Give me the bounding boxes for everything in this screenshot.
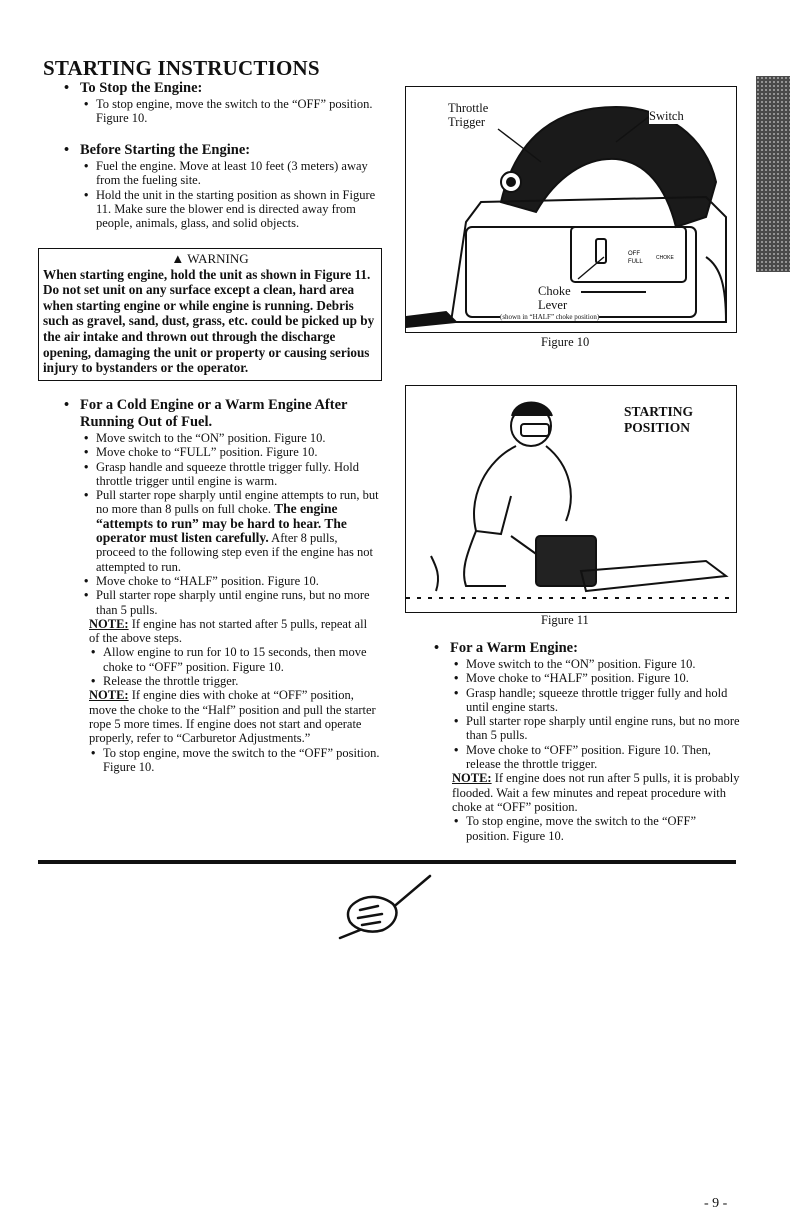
before-starting-heading: • Before Starting the Engine: [64,142,382,159]
list-item: • Hold the unit in the starting position as shown in Figure 11. Make sure the blower end is directed away from people, animals, glass, and solid objects. [82,188,382,231]
warning-title: ▲ WARNING [171,251,249,266]
stop-engine-heading: • To Stop the Engine: [64,80,384,97]
note: NOTE: If engine dies with choke at “OFF” position, move the choke to the “Half” position and pull the starter rope 5 more times. If engine does not start and operate properly, refer to “Carburetor Adjustments.” [89,688,376,746]
list-item: • Grasp handle and squeeze throttle trigger fully. Hold throttle trigger until engine is warm. [82,460,380,489]
warning-box [38,248,382,381]
warm-engine-section [434,640,742,843]
list-item: • Move switch to the “ON” position. Figure 10. [82,431,380,445]
list-item: • Move choke to “HALF” position. Figure 10. [452,671,742,685]
full-label: FULL [628,259,643,265]
list-item: • Pull starter rope sharply until engine runs, but no more than 5 pulls. [452,714,742,743]
cold-engine-section [64,397,380,774]
figure-11-caption: Figure 11 [541,613,589,627]
page-title: STARTING INSTRUCTIONS [43,56,320,80]
warning-text: When starting engine, hold the unit as shown in Figure 11. Do not set unit on any surface except a clean, hard area when starting engine or while engine is running. Debris such as gravel, sand, dust, grass, etc. could be picked up by the air intake and thrown out through the discharge opening, damaging the unit or property or causing serious injury to bystanders or the operator. [43,266,375,376]
emphasis-text: The engine “attempts to run” may be hard to hear. The operator must listen carefully. [96,501,347,546]
list-item: • Move switch to the “ON” position. Figure 10. [452,657,742,671]
stop-engine-section [64,80,384,126]
list-item: • To stop engine, move the switch to the “OFF” position. Figure 10. [82,97,384,126]
figure-10-caption: Figure 10 [541,335,590,349]
list-item: • To stop engine, move the switch to the “OFF” position. Figure 10. [89,746,380,775]
figure-11 [405,385,737,613]
section-tab-marker [756,76,790,272]
hand-writing-icon [338,872,436,944]
warm-engine-heading: • For a Warm Engine: [434,640,742,657]
choke-label: CHOKE [656,255,674,261]
warning-triangle-icon: ▲ [171,251,185,266]
list-item: • Fuel the engine. Move at least 10 feet (3 meters) away from the fueling site. [82,159,382,188]
note: NOTE: If engine does not run after 5 pulls, it is probably flooded. Wait a few minutes and repeat procedure with choke at “OFF” position. [452,771,740,814]
list-item: • Allow engine to run for 10 to 15 seconds, then move choke to “OFF” position. Figure 10. [89,645,380,674]
throttle-trigger-label: Throttle Trigger [448,101,489,129]
page-number: - 9 - [704,1196,728,1211]
before-starting-section [64,142,382,230]
note: NOTE: If engine has not started after 5 pulls, repeat all of the above steps. [89,616,368,646]
divider [38,860,736,864]
list-item: • To stop engine, move the switch to the “OFF” position. Figure 10. [452,814,742,843]
list-item: • Move choke to “HALF” position. Figure 10. [82,574,380,588]
choke-position-note: (shown in “HALF” choke position) [500,313,600,321]
off-label: OFF [628,251,640,257]
list-item: • Grasp handle; squeeze throttle trigger fully and hold until engine starts. [452,686,742,715]
choke-lever-label: Choke Lever [538,284,571,312]
list-item: • Move choke to “FULL” position. Figure 10. [82,445,380,459]
figure-10 [405,86,737,333]
list-item: • Pull starter rope sharply until engine runs, but no more than 5 pulls. [82,588,380,617]
list-item: • Pull starter rope sharply until engine attempts to run, but no more than 8 pulls on full choke. The engine “attempts to run” may be hard to hear. The operator must listen carefully. After 8 pulls, proceed to the following step even if the engine has not attempted to run. [82,488,380,574]
list-item: • Move choke to “OFF” position. Figure 10. Then, release the throttle trigger. [452,743,742,772]
cold-engine-heading: • For a Cold Engine or a Warm Engine After Running Out of Fuel. [64,397,380,431]
list-item: • Release the throttle trigger. [89,674,380,688]
switch-label: Switch [649,109,684,123]
starting-position-label: STARTING POSITION [624,404,694,435]
